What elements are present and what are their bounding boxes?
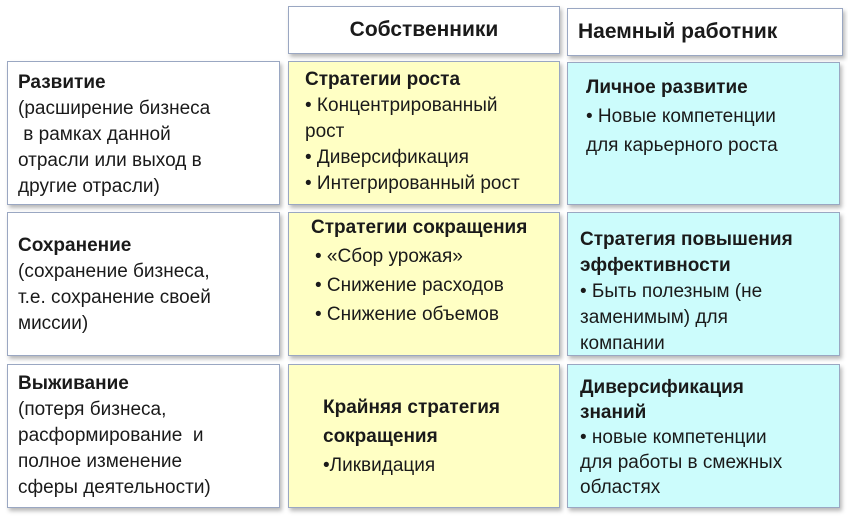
reduction-item-2: • Снижение расходов: [315, 275, 504, 296]
header-owners-label: Собственники: [349, 18, 499, 41]
growth-item-4: • Интегрированный рост: [305, 173, 520, 194]
efficiency-title-1: Стратегия повышения: [580, 229, 793, 250]
header-employee: [567, 8, 843, 56]
cell-knowledge-diversification: [567, 364, 840, 508]
row-development-title: Развитие: [18, 72, 106, 93]
row-preservation-title: Сохранение: [18, 235, 132, 256]
efficiency-title-2: эффективности: [580, 255, 731, 276]
header-owners: [288, 6, 560, 54]
cell-efficiency-strategy: [567, 212, 840, 356]
growth-item-1: • Концентрированный: [305, 95, 498, 116]
row-preservation-desc-1: (сохранение бизнеса,: [18, 261, 210, 282]
cell-growth-strategies: [288, 61, 560, 205]
growth-item-2: рост: [305, 121, 345, 142]
row-preservation-desc-2: т.е. сохранение своей: [18, 287, 211, 308]
extreme-item-1: •Ликвидация: [323, 455, 436, 476]
growth-title: Стратегии роста: [305, 69, 461, 90]
row-survival-desc-2: расформирование и: [18, 425, 204, 446]
row-survival-desc-3: полное изменение: [18, 451, 183, 472]
extreme-title-2: сокращения: [323, 426, 438, 447]
row-development: [7, 61, 280, 205]
knowledge-title-1: Диверсификация: [580, 377, 744, 398]
personal-dev-item-1: • Новые компетенции: [586, 106, 776, 127]
cell-personal-development: [567, 62, 840, 205]
personal-dev-item-2: для карьерного роста: [586, 135, 778, 156]
cell-reduction-strategies: [288, 212, 560, 356]
reduction-title: Стратегии сокращения: [311, 217, 528, 238]
efficiency-item-1: • Быть полезным (не: [580, 281, 763, 302]
knowledge-title-2: знаний: [580, 402, 647, 423]
row-survival-desc-4: сферы деятельности): [18, 477, 211, 498]
reduction-item-3: • Снижение объемов: [315, 304, 499, 325]
knowledge-item-1: • новые компетенции: [580, 427, 767, 448]
personal-dev-title: Личное развитие: [586, 77, 748, 98]
header-employee-label: Наемный работник: [578, 20, 778, 43]
row-development-desc-2: в рамках данной: [18, 124, 171, 145]
row-development-desc-1: (расширение бизнеса: [18, 98, 211, 119]
row-survival-title: Выживание: [18, 373, 129, 394]
extreme-title-1: Крайняя стратегия: [323, 397, 500, 418]
row-preservation-desc-3: миссии): [18, 313, 89, 334]
efficiency-item-2: заменимым) для: [580, 307, 728, 328]
efficiency-item-3: компании: [580, 333, 665, 354]
cell-extreme-reduction: [288, 364, 560, 508]
row-development-desc-3: отрасли или выход в: [18, 150, 202, 171]
knowledge-item-3: областях: [580, 477, 661, 498]
row-development-desc-4: другие отрасли): [18, 176, 160, 197]
row-survival-desc-1: (потеря бизнеса,: [18, 399, 167, 420]
reduction-item-1: • «Сбор урожая»: [315, 246, 463, 267]
row-preservation: [7, 212, 280, 356]
growth-item-3: • Диверсификация: [305, 147, 469, 168]
row-survival: [7, 364, 280, 508]
knowledge-item-2: для работы в смежных: [580, 452, 783, 473]
